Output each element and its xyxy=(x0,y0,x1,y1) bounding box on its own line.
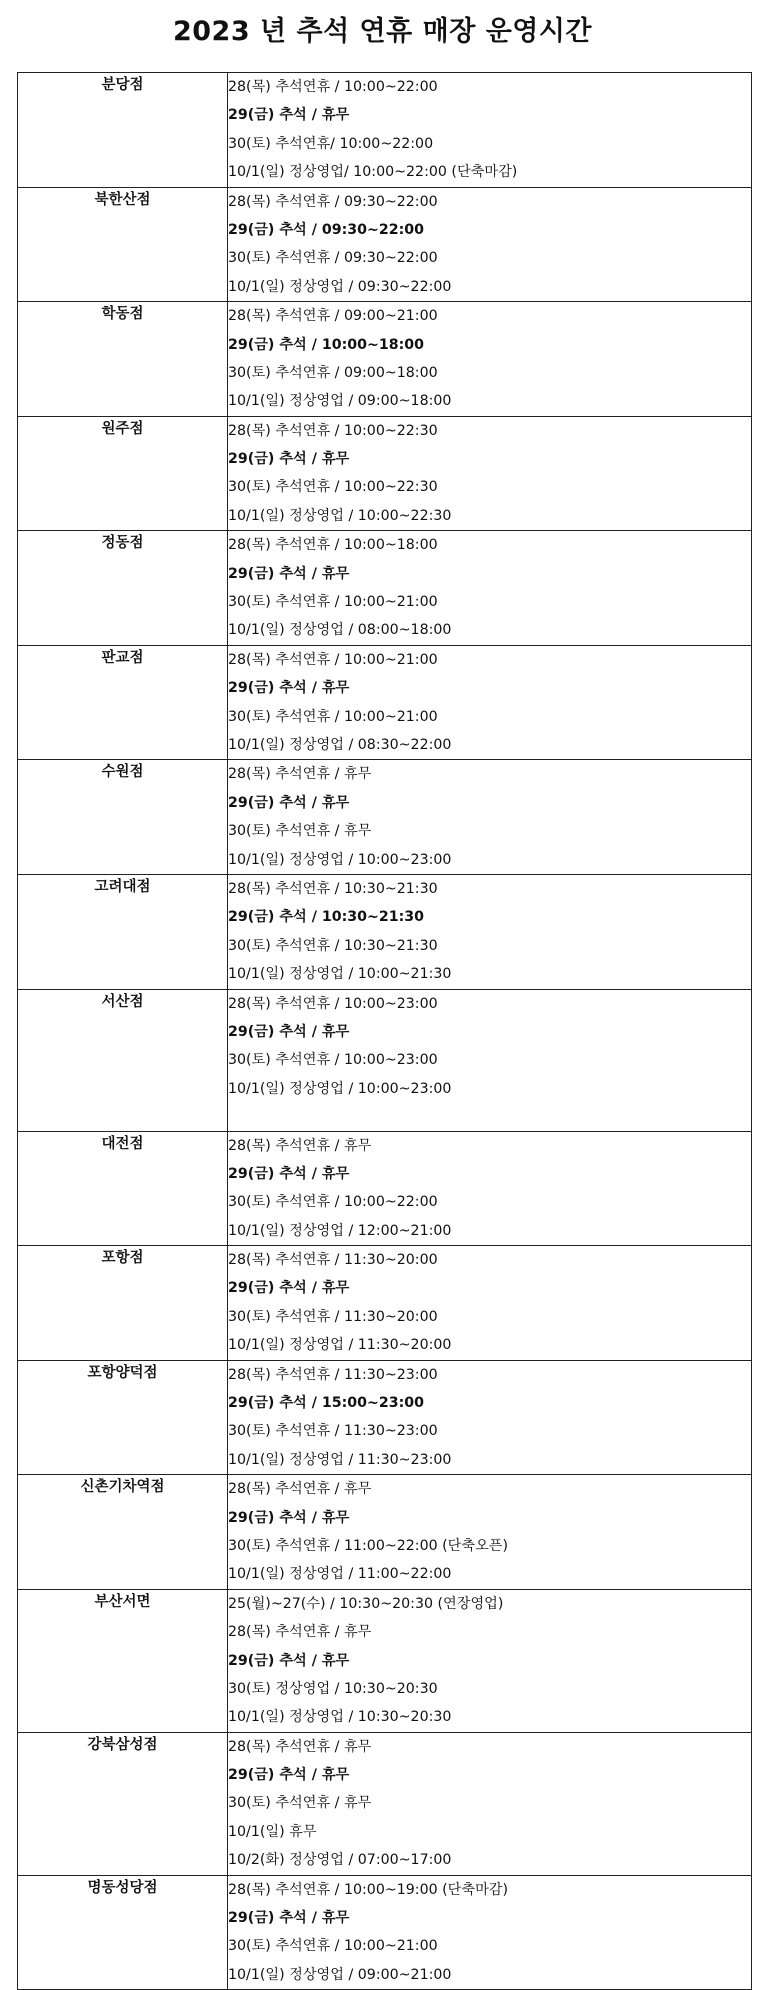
schedule-line: 29(금) 추석 / 09:30~22:00 xyxy=(228,221,425,238)
schedule-line: 29(금) 추석 / 휴무 xyxy=(228,107,350,124)
table-row xyxy=(18,1732,752,1875)
store-name: 포항양덕점 xyxy=(18,1360,228,1475)
store-hours xyxy=(228,73,752,188)
schedule-line: 25(월)~27(수) / 10:30~20:30 (연장영업) xyxy=(228,1595,504,1612)
schedule-line: 10/1(일) 정상영업 / 11:30~23:00 xyxy=(228,1451,452,1468)
schedule-line: 29(금) 추석 / 휴무 xyxy=(228,794,350,811)
schedule-line: 10/1(일) 정상영업 / 12:00~21:00 xyxy=(228,1222,452,1239)
schedule-line: 28(목) 추석연휴 / 10:00~23:00 xyxy=(228,995,438,1012)
store-name: 서산점 xyxy=(18,989,228,1131)
store-name: 포항점 xyxy=(18,1246,228,1361)
schedule-line: 30(토) 추석연휴 / 10:30~21:30 xyxy=(228,937,438,954)
table-row xyxy=(18,531,752,646)
schedule-line: 29(금) 추석 / 10:00~18:00 xyxy=(228,336,425,353)
page-title: 2023 년 추석 연휴 매장 운영시간 xyxy=(172,16,593,47)
table-row xyxy=(18,187,752,302)
store-hours xyxy=(228,1589,752,1732)
table-row xyxy=(18,416,752,531)
store-hours xyxy=(228,760,752,875)
schedule-body xyxy=(18,73,752,1990)
table-row xyxy=(18,760,752,875)
schedule-line: 28(목) 추석연휴 / 휴무 xyxy=(228,1624,372,1641)
schedule-line: 28(목) 추석연휴 / 휴무 xyxy=(228,1481,372,1498)
schedule-line: 10/2(화) 정상영업 / 07:00~17:00 xyxy=(228,1852,452,1869)
schedule-line: 10/1(일) 휴무 xyxy=(228,1823,317,1840)
table-row xyxy=(18,302,752,417)
table-row xyxy=(18,874,752,989)
schedule-line: 30(토) 추석연휴 / 10:00~21:00 xyxy=(228,594,438,611)
store-hours xyxy=(228,302,752,417)
schedule-line: 10/1(일) 정상영업 / 10:00~21:30 xyxy=(228,966,452,983)
store-hours xyxy=(228,645,752,760)
schedule-line: 30(토) 추석연휴 / 휴무 xyxy=(228,1795,372,1812)
schedule-line: 30(토) 추석연휴 / 11:30~23:00 xyxy=(228,1423,438,1440)
schedule-line: 28(목) 추석연휴 / 10:00~19:00 (단축마감) xyxy=(228,1881,509,1898)
store-name: 수원점 xyxy=(18,760,228,875)
schedule-line: 29(금) 추석 / 휴무 xyxy=(228,1910,350,1927)
store-hours xyxy=(228,1360,752,1475)
store-name: 분당점 xyxy=(18,73,228,188)
schedule-line: 30(토) 추석연휴/ 10:00~22:00 xyxy=(228,135,434,152)
schedule-line: 28(목) 추석연휴 / 10:00~22:00 xyxy=(228,79,438,95)
schedule-line: 30(토) 추석연휴 / 09:30~22:00 xyxy=(228,250,438,267)
schedule-line: 10/1(일) 정상영업 / 08:30~22:00 xyxy=(228,736,452,753)
schedule-line: 28(목) 추석연휴 / 10:00~22:30 xyxy=(228,422,438,439)
schedule-line: 29(금) 추석 / 10:30~21:30 xyxy=(228,909,425,926)
store-name: 원주점 xyxy=(18,416,228,531)
table-row xyxy=(18,645,752,760)
store-hours xyxy=(228,874,752,989)
schedule-line: 30(토) 추석연휴 / 10:00~21:00 xyxy=(228,708,438,725)
store-name: 판교점 xyxy=(18,645,228,760)
schedule-line: 10/1(일) 정상영업 / 08:00~18:00 xyxy=(228,622,452,639)
store-name: 명동성당점 xyxy=(18,1875,228,1990)
store-name: 강북삼성점 xyxy=(18,1732,228,1875)
store-name: 신촌기차역점 xyxy=(18,1475,228,1590)
store-hours xyxy=(228,1732,752,1875)
schedule-line: 28(목) 추석연휴 / 휴무 xyxy=(228,1137,372,1154)
schedule-line: 30(토) 추석연휴 / 10:00~22:30 xyxy=(228,479,438,496)
store-hours xyxy=(228,1131,752,1246)
store-name: 대전점 xyxy=(18,1131,228,1246)
store-name: 부산서면 xyxy=(18,1589,228,1732)
schedule-line: 10/1(일) 정상영업/ 10:00~22:00 (단축마감) xyxy=(228,164,518,181)
schedule-line: 30(토) 추석연휴 / 11:30~20:00 xyxy=(228,1308,438,1325)
store-name: 정동점 xyxy=(18,531,228,646)
store-hours xyxy=(228,1475,752,1590)
store-hours xyxy=(228,187,752,302)
schedule-line: 29(금) 추석 / 휴무 xyxy=(228,1767,350,1784)
schedule-line: 10/1(일) 정상영업 / 10:00~23:00 xyxy=(228,1080,452,1097)
table-row xyxy=(18,73,752,188)
schedule-line: 28(목) 추석연휴 / 09:00~21:00 xyxy=(228,308,438,325)
store-hours xyxy=(228,1246,752,1361)
schedule-line: 29(금) 추석 / 휴무 xyxy=(228,1280,350,1297)
store-name: 고려대점 xyxy=(18,874,228,989)
schedule-line: 10/1(일) 정상영업 / 09:30~22:00 xyxy=(228,278,452,295)
schedule-line: 10/1(일) 정상영업 / 11:00~22:00 xyxy=(228,1566,452,1583)
schedule-line: 10/1(일) 정상영업 / 10:00~23:00 xyxy=(228,851,452,868)
schedule-table xyxy=(17,72,752,1990)
store-hours xyxy=(228,416,752,531)
store-name: 북한산점 xyxy=(18,187,228,302)
schedule-line: 10/1(일) 정상영업 / 10:00~22:30 xyxy=(228,507,452,524)
schedule-line: 29(금) 추석 / 휴무 xyxy=(228,451,350,468)
table-row xyxy=(18,1475,752,1590)
schedule-line: 10/1(일) 정상영업 / 09:00~18:00 xyxy=(228,393,452,410)
schedule-line: 10/1(일) 정상영업 / 09:00~21:00 xyxy=(228,1966,452,1983)
store-hours xyxy=(228,531,752,646)
schedule-line: 30(토) 추석연휴 / 10:00~22:00 xyxy=(228,1194,438,1211)
table-row xyxy=(18,1360,752,1475)
schedule-line: 29(금) 추석 / 휴무 xyxy=(228,680,350,697)
schedule-line: 28(목) 추석연휴 / 10:30~21:30 xyxy=(228,880,438,897)
store-hours xyxy=(228,1875,752,1990)
schedule-line: 28(목) 추석연휴 / 휴무 xyxy=(228,1738,372,1755)
schedule-line: 29(금) 추석 / 휴무 xyxy=(228,565,350,582)
schedule-line: 29(금) 추석 / 휴무 xyxy=(228,1023,350,1040)
schedule-line: 29(금) 추석 / 15:00~23:00 xyxy=(228,1395,425,1412)
schedule-line: 30(토) 정상영업 / 10:30~20:30 xyxy=(228,1680,438,1697)
schedule-line: 28(목) 추석연휴 / 10:00~18:00 xyxy=(228,537,438,554)
schedule-line: 30(토) 추석연휴 / 11:00~22:00 (단축오픈) xyxy=(228,1537,509,1554)
schedule-line: 30(토) 추석연휴 / 10:00~23:00 xyxy=(228,1052,438,1069)
schedule-line: 10/1(일) 정상영업 / 10:30~20:30 xyxy=(228,1709,452,1726)
schedule-line: 29(금) 추석 / 휴무 xyxy=(228,1165,350,1182)
schedule-line: 30(토) 추석연휴 / 09:00~18:00 xyxy=(228,364,438,381)
schedule-line: 28(목) 추석연휴 / 11:30~23:00 xyxy=(228,1366,438,1383)
schedule-line: 28(목) 추석연휴 / 10:00~21:00 xyxy=(228,651,438,668)
schedule-line: 28(목) 추석연휴 / 09:30~22:00 xyxy=(228,193,438,210)
schedule-line: 29(금) 추석 / 휴무 xyxy=(228,1652,350,1669)
table-row xyxy=(18,1875,752,1990)
schedule-line: 30(토) 추석연휴 / 휴무 xyxy=(228,823,372,840)
schedule-line: 30(토) 추석연휴 / 10:00~21:00 xyxy=(228,1938,438,1955)
schedule-line: 28(목) 추석연휴 / 휴무 xyxy=(228,766,372,783)
schedule-line: 10/1(일) 정상영업 / 11:30~20:00 xyxy=(228,1337,452,1354)
schedule-line: 29(금) 추석 / 휴무 xyxy=(228,1509,350,1526)
table-row xyxy=(18,1131,752,1246)
schedule-line: 28(목) 추석연휴 / 11:30~20:00 xyxy=(228,1252,438,1269)
table-row xyxy=(18,1246,752,1361)
store-name: 학동점 xyxy=(18,302,228,417)
table-row xyxy=(18,989,752,1131)
store-hours xyxy=(228,989,752,1131)
table-row xyxy=(18,1589,752,1732)
